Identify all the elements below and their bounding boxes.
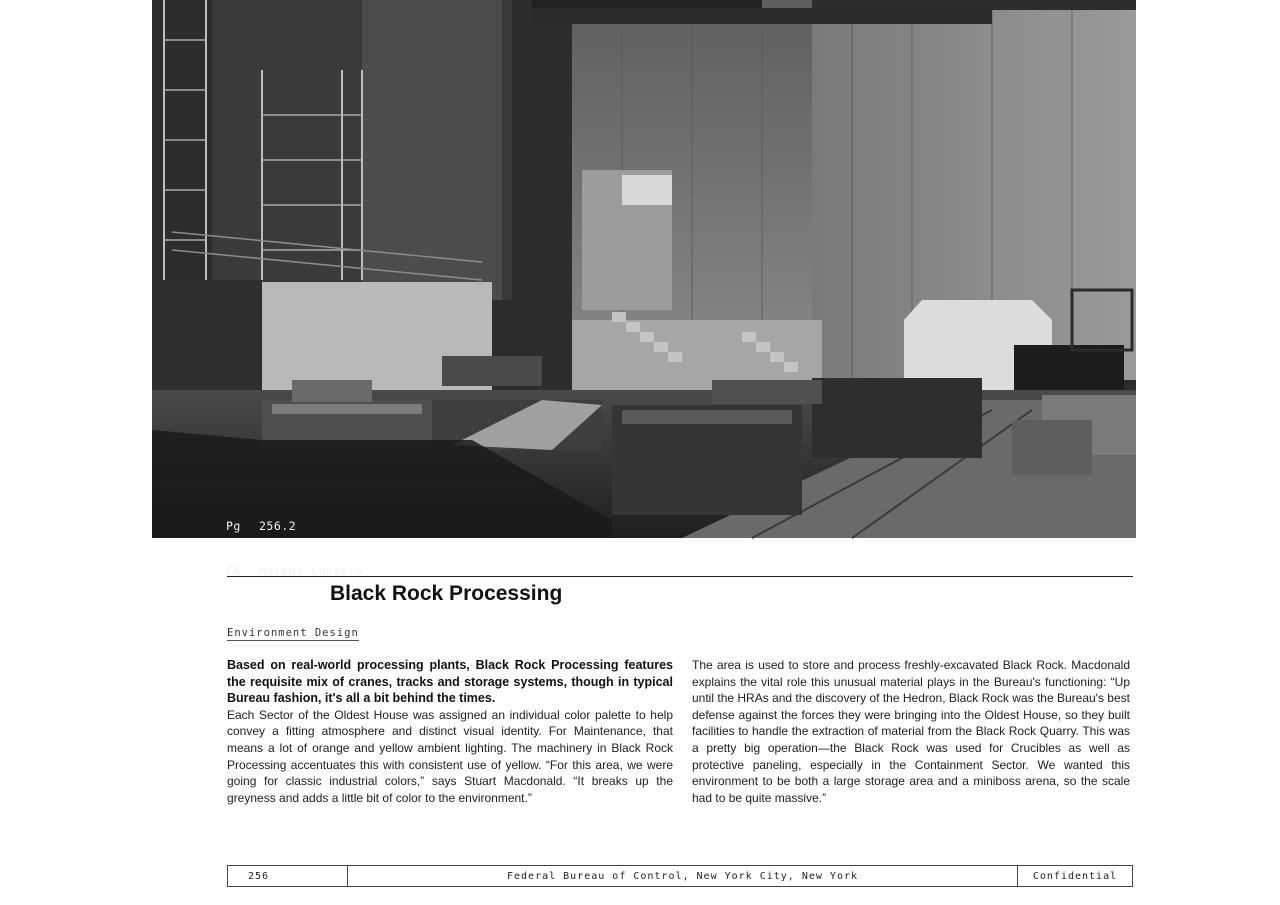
section-tag: Environment Design: [227, 627, 359, 639]
industrial-hall-illustration: [152, 0, 1136, 538]
header-divider: [227, 576, 1133, 577]
body-paragraph-left: Each Sector of the Oldest House was assigned an individual color palette to help convey a fitting atmosphere and distinct visual identity. For Maintenance, that means a lot of orange and yellow ambient lighting. The machinery in Black Rock Processing accentuates this with consistent use of yellow. “For this area, we were going for classic industrial colors,” says Stuart Macdonald. “It breaks up the greyness and adds a little bit of color to the environment.”: [227, 707, 673, 805]
article-title: Black Rock Processing: [330, 582, 563, 605]
caption-page-value: 256.2: [259, 519, 297, 533]
footer-location: Federal Bureau of Control, New York City, New York: [348, 866, 1018, 886]
body-paragraph-right: The area is used to store and process freshly-excavated Black Rock. Macdonald explains the vital role this unusual material plays in the Bureau's functioning: “Up until the HRAs and the discovery of the Hedron, Black Rock was the Bureau's best defense against the forces they were bringing into the Oldest House, so they built facilities to handle the extraction of material from the Black Rock Quarry. This was a pretty big operation—the Black Rock was used for Crucibles as well as protective paneling, especially in the Containment Sector. We wanted this environment to be both a large storage area and a miniboss arena, so the scale had to be quite massive.”: [692, 658, 1130, 805]
caption-page-label: Pg: [226, 519, 241, 533]
page-footer: [227, 865, 1133, 887]
caption-artist-label: CA: [226, 564, 241, 578]
left-column: [227, 657, 673, 806]
lead-paragraph: Based on real-world processing plants, Black Rock Processing features the requisite mix of cranes, tracks and storage systems, though in typical Bureau fashion, it's all a bit behind the times.: [227, 658, 673, 706]
caption-artist-value: Markus Luotero: [259, 564, 363, 578]
concept-art-image: [152, 0, 1136, 578]
footer-classification: Confidential: [1032, 870, 1118, 882]
footer-page-number: 256: [228, 866, 348, 886]
right-column: [692, 657, 1130, 806]
